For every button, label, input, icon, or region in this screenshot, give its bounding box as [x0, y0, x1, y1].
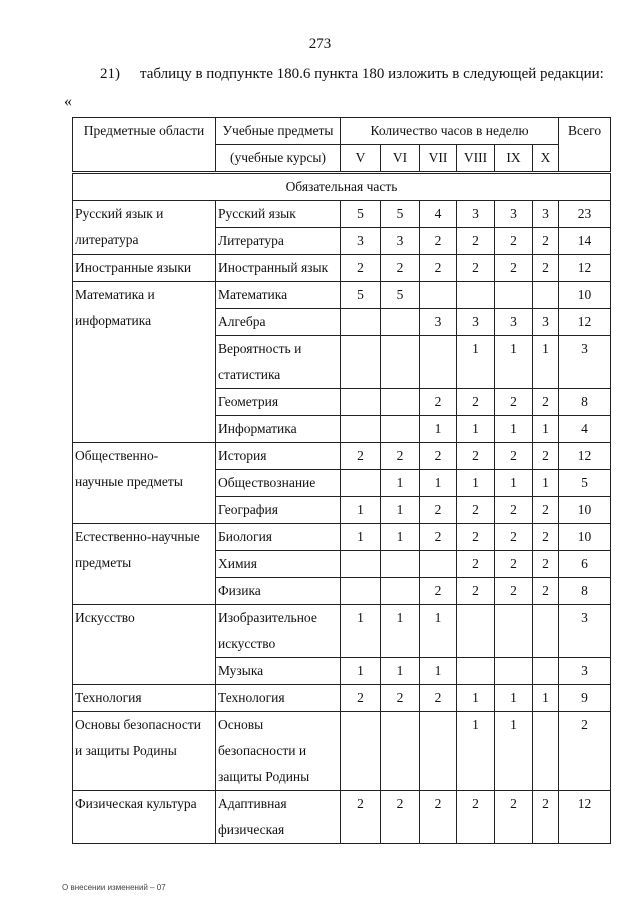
section-label: Обязательная часть [73, 173, 611, 201]
cell-line: Геометрия [218, 394, 279, 409]
cell-line: Русский язык и [75, 206, 164, 221]
cell-line: Иностранные языки [75, 260, 192, 275]
hours-cell: 3 [533, 309, 559, 336]
total-cell: 10 [559, 282, 611, 309]
subject-area-cell [73, 255, 216, 282]
cell-line: информатика [75, 313, 152, 328]
hours-cell: 2 [457, 791, 495, 844]
hours-cell: 2 [533, 791, 559, 844]
hours-cell [420, 551, 457, 578]
subject-cell [216, 309, 341, 336]
subject-cell [216, 551, 341, 578]
hours-cell: 2 [381, 791, 420, 844]
total-cell: 9 [559, 685, 611, 712]
cell-line: Технология [75, 690, 142, 705]
cell-line: История [218, 448, 267, 463]
hours-cell: 1 [457, 336, 495, 389]
hours-cell: 2 [457, 497, 495, 524]
hours-cell: 1 [381, 658, 420, 685]
hours-cell [381, 712, 420, 791]
hours-cell [457, 658, 495, 685]
hours-cell: 1 [457, 470, 495, 497]
hours-cell: 2 [533, 389, 559, 416]
hours-cell: 1 [533, 470, 559, 497]
footer-doc-id: О внесении изменений – 07 [62, 883, 166, 892]
hours-cell: 2 [420, 524, 457, 551]
total-cell: 12 [559, 791, 611, 844]
cell-line: статистика [218, 367, 281, 382]
hours-cell [420, 336, 457, 389]
hours-cell [420, 712, 457, 791]
total-cell: 12 [559, 255, 611, 282]
subject-cell [216, 228, 341, 255]
header-areas: Предметные области [73, 118, 216, 173]
cell-line: Математика [218, 287, 288, 302]
subject-cell [216, 605, 341, 658]
hours-cell [341, 551, 381, 578]
subject-area-cell [73, 282, 216, 443]
total-cell: 14 [559, 228, 611, 255]
hours-cell: 2 [420, 389, 457, 416]
cell-line: Биология [218, 529, 273, 544]
cell-line: Физическая культура [75, 796, 197, 811]
total-cell: 12 [559, 443, 611, 470]
hours-cell [495, 282, 533, 309]
cell-line: литература [75, 232, 139, 247]
hours-cell: 1 [533, 416, 559, 443]
cell-line: Информатика [218, 421, 297, 436]
cell-line: искусство [218, 636, 276, 651]
subject-cell [216, 791, 341, 844]
hours-cell: 2 [495, 551, 533, 578]
hours-cell: 2 [420, 685, 457, 712]
intro-text: таблицу в подпункте 180.6 пункта 180 изложить в следующей редакции: [140, 66, 604, 82]
subject-cell [216, 201, 341, 228]
hours-cell: 3 [457, 201, 495, 228]
header-grade: VIII [457, 145, 495, 173]
hours-cell: 1 [381, 497, 420, 524]
hours-cell: 3 [457, 309, 495, 336]
hours-cell: 5 [381, 282, 420, 309]
hours-cell [533, 712, 559, 791]
hours-cell: 1 [495, 336, 533, 389]
hours-cell [381, 416, 420, 443]
cell-line: Математика и [75, 287, 155, 302]
subject-cell [216, 658, 341, 685]
total-cell: 8 [559, 578, 611, 605]
subject-area-cell [73, 201, 216, 255]
hours-cell: 2 [495, 228, 533, 255]
hours-cell: 2 [381, 255, 420, 282]
hours-cell: 2 [420, 228, 457, 255]
hours-cell: 5 [341, 201, 381, 228]
hours-cell: 1 [381, 605, 420, 658]
cell-line: предметы [75, 555, 132, 570]
hours-cell: 5 [381, 201, 420, 228]
header-total: Всего [559, 118, 611, 173]
hours-cell: 1 [341, 524, 381, 551]
hours-cell: 2 [341, 255, 381, 282]
hours-cell: 2 [495, 255, 533, 282]
hours-cell: 1 [495, 470, 533, 497]
cell-line: Общественно- [75, 448, 159, 463]
total-cell: 10 [559, 497, 611, 524]
cell-line: Основы [218, 717, 264, 732]
total-cell: 3 [559, 658, 611, 685]
hours-cell: 3 [533, 201, 559, 228]
cell-line: Обществознание [218, 475, 316, 490]
hours-cell: 2 [533, 443, 559, 470]
cell-line: Алгебра [218, 314, 266, 329]
subject-area-cell [73, 524, 216, 605]
cell-line: Естественно-научные [75, 529, 200, 544]
subject-area-cell [73, 791, 216, 844]
hours-cell: 1 [420, 605, 457, 658]
header-grade: X [533, 145, 559, 173]
hours-cell: 1 [495, 712, 533, 791]
hours-cell: 2 [420, 791, 457, 844]
hours-cell [381, 389, 420, 416]
hours-cell: 2 [495, 389, 533, 416]
hours-cell: 2 [457, 524, 495, 551]
hours-cell: 1 [381, 470, 420, 497]
hours-cell: 1 [457, 712, 495, 791]
hours-cell: 1 [341, 605, 381, 658]
item-number: 21) [100, 66, 120, 82]
subject-area-cell [73, 605, 216, 685]
table-row [73, 443, 611, 470]
hours-cell: 2 [420, 443, 457, 470]
hours-cell [457, 282, 495, 309]
hours-cell: 2 [341, 791, 381, 844]
hours-cell: 1 [420, 658, 457, 685]
hours-cell: 2 [457, 228, 495, 255]
subject-area-cell [73, 685, 216, 712]
hours-cell [381, 309, 420, 336]
hours-cell [457, 605, 495, 658]
hours-cell: 2 [341, 685, 381, 712]
cell-line: Музыка [218, 663, 264, 678]
header-grade: IX [495, 145, 533, 173]
hours-cell: 1 [420, 470, 457, 497]
hours-cell: 2 [495, 524, 533, 551]
hours-cell: 2 [533, 524, 559, 551]
cell-line: безопасности и [218, 743, 307, 758]
subject-cell [216, 578, 341, 605]
hours-cell [495, 658, 533, 685]
cell-line: Химия [218, 556, 257, 571]
hours-cell: 3 [341, 228, 381, 255]
subject-cell [216, 524, 341, 551]
cell-line: научные предметы [75, 474, 183, 489]
hours-cell: 1 [420, 416, 457, 443]
subject-cell [216, 497, 341, 524]
hours-cell: 2 [457, 578, 495, 605]
hours-cell [341, 309, 381, 336]
cell-line: физическая [218, 822, 285, 837]
header-subjects-sub: (учебные курсы) [216, 145, 341, 173]
hours-cell [341, 578, 381, 605]
header-subjects: Учебные предметы [216, 118, 341, 145]
table-row [73, 712, 611, 791]
subject-cell [216, 416, 341, 443]
hours-cell [420, 282, 457, 309]
header-hours-per-week: Количество часов в неделю [341, 118, 559, 145]
cell-line: Вероятность и [218, 341, 302, 356]
hours-cell: 1 [341, 658, 381, 685]
table-row [73, 524, 611, 551]
hours-cell: 2 [495, 578, 533, 605]
total-cell: 10 [559, 524, 611, 551]
hours-cell: 2 [420, 497, 457, 524]
hours-cell: 2 [341, 443, 381, 470]
table-row [73, 605, 611, 658]
hours-cell: 2 [495, 443, 533, 470]
hours-cell [533, 658, 559, 685]
subject-cell [216, 255, 341, 282]
hours-cell [381, 551, 420, 578]
hours-cell [341, 389, 381, 416]
hours-cell: 1 [495, 685, 533, 712]
hours-cell: 2 [533, 497, 559, 524]
hours-cell: 2 [420, 255, 457, 282]
subject-cell [216, 389, 341, 416]
hours-cell: 2 [420, 578, 457, 605]
hours-cell: 1 [533, 685, 559, 712]
table-row [73, 255, 611, 282]
total-cell: 2 [559, 712, 611, 791]
header-grade: VI [381, 145, 420, 173]
cell-line: Основы безопасности [75, 717, 202, 732]
subject-cell [216, 282, 341, 309]
subject-cell [216, 470, 341, 497]
hours-cell: 1 [381, 524, 420, 551]
cell-line: Адаптивная [218, 796, 287, 811]
curriculum-table [72, 117, 611, 844]
hours-cell: 1 [457, 685, 495, 712]
hours-cell: 4 [420, 201, 457, 228]
hours-cell [495, 605, 533, 658]
header-grade: V [341, 145, 381, 173]
hours-cell: 3 [381, 228, 420, 255]
cell-line: Физика [218, 583, 261, 598]
hours-cell: 2 [381, 685, 420, 712]
section-row [73, 173, 611, 201]
hours-cell: 1 [341, 497, 381, 524]
total-cell: 6 [559, 551, 611, 578]
hours-cell: 2 [533, 551, 559, 578]
hours-cell: 2 [457, 443, 495, 470]
hours-cell: 2 [495, 497, 533, 524]
hours-cell: 2 [495, 791, 533, 844]
hours-cell: 2 [381, 443, 420, 470]
total-cell: 5 [559, 470, 611, 497]
hours-cell: 1 [495, 416, 533, 443]
page-number: 273 [308, 36, 332, 52]
hours-cell: 2 [533, 255, 559, 282]
hours-cell [341, 416, 381, 443]
cell-line: Русский язык [218, 206, 296, 221]
total-cell: 4 [559, 416, 611, 443]
total-cell: 3 [559, 336, 611, 389]
hours-cell: 2 [533, 228, 559, 255]
cell-line: Литература [218, 233, 284, 248]
hours-cell [341, 470, 381, 497]
hours-cell [533, 282, 559, 309]
total-cell: 12 [559, 309, 611, 336]
hours-cell: 2 [457, 255, 495, 282]
table-row [73, 791, 611, 844]
table-row [73, 201, 611, 228]
cell-line: и защиты Родины [75, 743, 177, 758]
hours-cell [533, 605, 559, 658]
cell-line: География [218, 502, 278, 517]
table-row [73, 282, 611, 309]
hours-cell [381, 578, 420, 605]
table-row [73, 685, 611, 712]
hours-cell: 3 [495, 201, 533, 228]
hours-cell: 1 [457, 416, 495, 443]
hours-cell: 3 [495, 309, 533, 336]
subject-cell [216, 443, 341, 470]
opening-quote-mark: « [64, 93, 72, 110]
hours-cell: 2 [457, 389, 495, 416]
table-body [73, 118, 611, 844]
hours-cell: 2 [457, 551, 495, 578]
total-cell: 23 [559, 201, 611, 228]
hours-cell [341, 712, 381, 791]
hours-cell: 5 [341, 282, 381, 309]
total-cell: 8 [559, 389, 611, 416]
cell-line: Искусство [75, 610, 135, 625]
subject-cell [216, 685, 341, 712]
header-grade: VII [420, 145, 457, 173]
cell-line: Иностранный язык [218, 260, 329, 275]
intro-paragraph [100, 66, 604, 83]
total-cell: 3 [559, 605, 611, 658]
cell-line: Изобразительное [218, 610, 317, 625]
subject-area-cell [73, 712, 216, 791]
header-row [73, 118, 611, 145]
subject-area-cell [73, 443, 216, 524]
cell-line: защиты Родины [218, 769, 310, 784]
subject-cell [216, 336, 341, 389]
hours-cell [381, 336, 420, 389]
hours-cell: 3 [420, 309, 457, 336]
cell-line: Технология [218, 690, 285, 705]
hours-cell: 1 [533, 336, 559, 389]
subject-cell [216, 712, 341, 791]
hours-cell [341, 336, 381, 389]
hours-cell: 2 [533, 578, 559, 605]
